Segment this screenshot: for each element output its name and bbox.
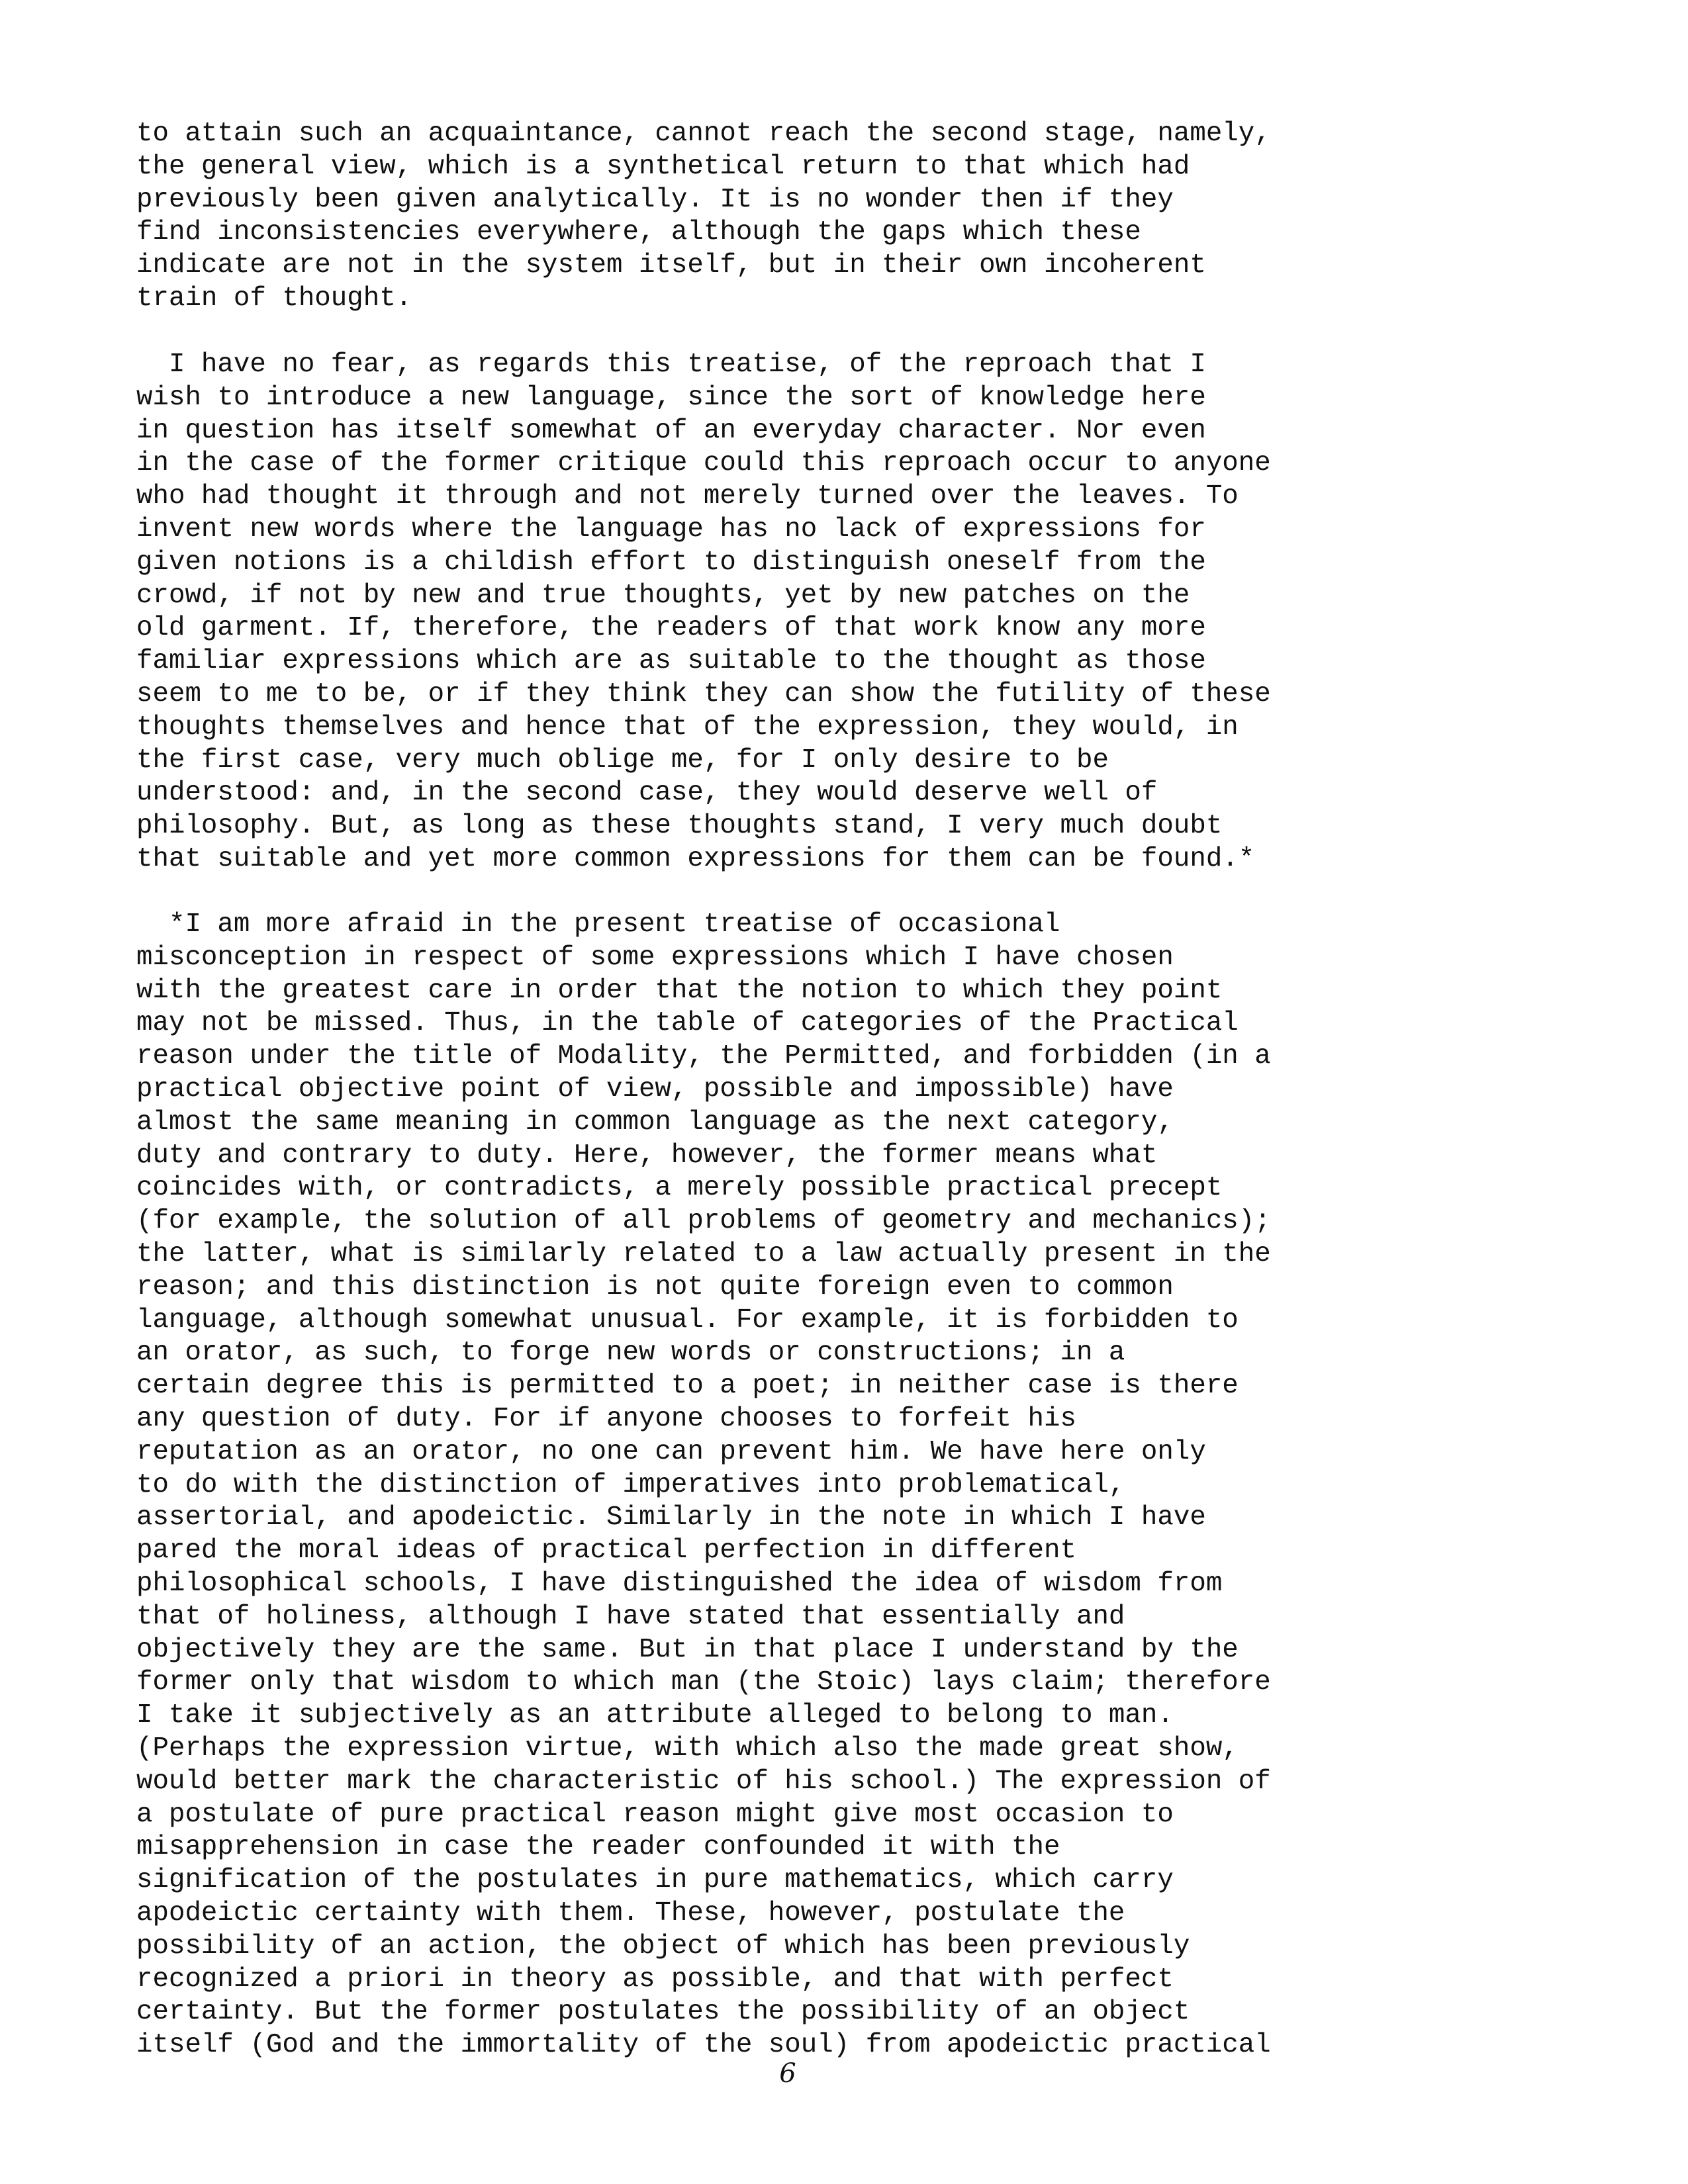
- page-number: 6: [779, 2058, 796, 2089]
- footnote-paragraph: *I am more afraid in the present treatise of occasional misconception in respect of some expressions which I have chosen with the greatest care in order that the notion to which they point may not be missed. Thus, in the table of categories of the Practical reason under the title of Modality, the Permitted, and forbidden (in a practical objective point of view, possible and impossible) have almost the same meaning in common language as the next category, duty and contrary to duty. Here, however, the former means what coincides with, or contradicts, a merely possible practical precept (for example, the solution of all problems of geometry and mechanics); the latter, what is similarly related to a law actually present in the reason; and this distinction is not quite foreign even to common language, although somewhat unusual. For example, it is forbidden to an orator, as such, to forge new words or constructions; in a certain degree this is permitted to a poet; in neither case is there any question of duty. For if anyone chooses to forfeit his reputation as an orator, no one can prevent him. We have here only to do with the distinction of imperatives into problematical, assertorial, and apodeictic. Similarly in the note in which I have pared the moral ideas of practical perfection in different philosophical schools, I have distinguished the idea of wisdom from that of holiness, although I have stated that essentially and objectively they are the same. But in that place I understand by the former only that wisdom to which man (the Stoic) lays claim; therefore I take it subjectively as an attribute alleged to belong to man. (Perhaps the expression virtue, with which also the made great show, would better mark the characteristic of his school.) The expression of a postulate of pure practical reason might give most occasion to misapprehension in case the reader confounded it with the signification of the postulates in pure mathematics, which carry apodeictic certainty with them. These, however, postulate the possibility of an action, the object of which has been previously recognized a priori in theory as possible, and that with perfect certainty. But the former postulates the possibility of an object itself (God and the immortality of the soul) from apodeictic practical: [136, 909, 1271, 2061]
- body-paragraph-1: to attain such an acquaintance, cannot reach the second stage, namely, the general view, which is a synthetical return to that which had previously been given analytically. It is no wonder then if they find inconsistencies everywhere, although the gaps which these indicate are not in the system itself, but in their own incoherent train of thought.: [136, 118, 1271, 314]
- body-paragraph-2: I have no fear, as regards this treatise, of the reproach that I wish to introduce a new language, since the sort of knowledge here in question has itself somewhat of an everyday character. Nor even in the case of the former critique could this reproach occur to anyone who had thought it through and not merely turned over the leaves. To invent new words where the language has no lack of expressions for given notions is a childish effort to distinguish oneself from the crowd, if not by new and true thoughts, yet by new patches on the old garment. If, therefore, the readers of that work know any more familiar expressions which are as suitable to the thought as those seem to me to be, or if they think they can show the futility of these thoughts themselves and hence that of the expression, they would, in the first case, very much oblige me, for I only desire to be understood: and, in the second case, they would deserve well of philosophy. But, as long as these thoughts stand, I very much doubt that suitable and yet more common expressions for them can be found.*: [136, 349, 1271, 874]
